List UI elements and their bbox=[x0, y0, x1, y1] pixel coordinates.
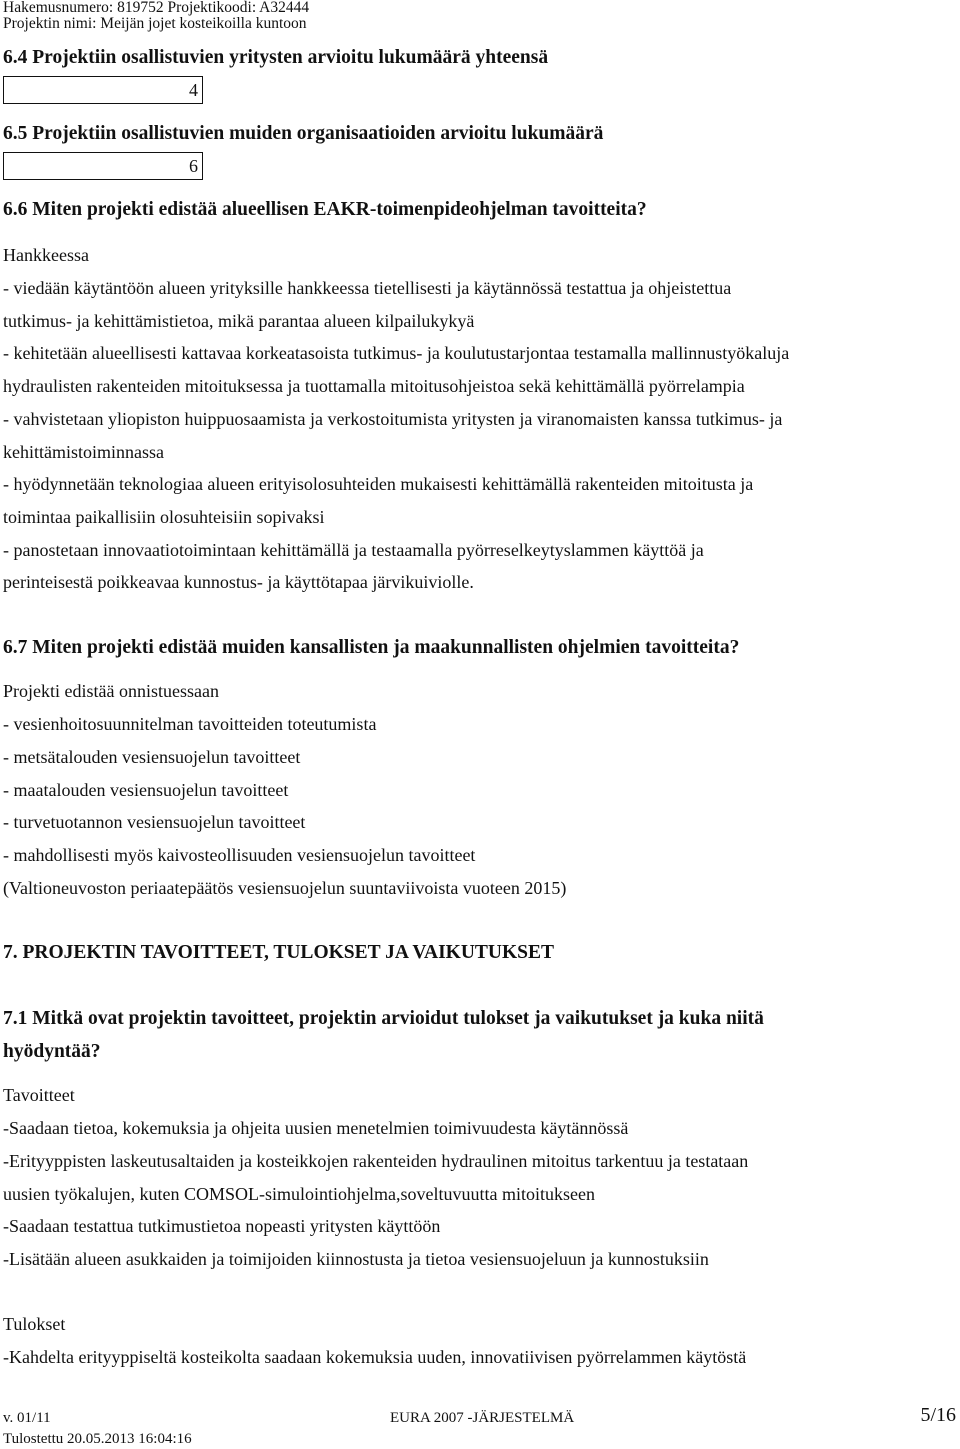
section-6-6-heading: 6.6 Miten projekti edistää alueellisen EAKR-toimenpideohjelman tavoitteita? bbox=[3, 199, 647, 220]
companies-count-field bbox=[3, 76, 203, 104]
s66-line: kehittämistoiminnassa bbox=[3, 442, 164, 462]
section-7-1-heading-cont: hyödyntää? bbox=[3, 1041, 101, 1062]
s67-line: - maatalouden vesiensuojelun tavoitteet bbox=[3, 780, 289, 800]
s67-line: (Valtioneuvoston periaatepäätös vesiensuojelun suuntaviivoista vuoteen 2015) bbox=[3, 878, 567, 898]
companies-count-value: 4 bbox=[189, 80, 198, 100]
s66-line: - vahvistetaan yliopiston huippuosaamista ja verkostoitumista yritysten ja viranomaisten kanssa tutkimus- ja bbox=[3, 409, 783, 429]
s66-line: perinteisestä poikkeavaa kunnostus- ja käyttötapaa järvikuiviolle. bbox=[3, 572, 474, 592]
section-7-1-heading: 7.1 Mitkä ovat projektin tavoitteet, projektin arvioidut tulokset ja vaikutukset ja kuka niitä bbox=[3, 1008, 764, 1029]
s66-line: - panostetaan innovaatiotoimintaan kehittämällä ja testaamalla pyörreselkeytyslammen käyttöä ja bbox=[3, 540, 704, 560]
s71-line: Tavoitteet bbox=[3, 1085, 75, 1105]
s66-line: - viedään käytäntöön alueen yrityksille hankkeessa tietellisesti ja käytännössä testattua ja ohjeistettua bbox=[3, 278, 732, 298]
footer-system: EURA 2007 -JÄRJESTELMÄ bbox=[390, 1410, 575, 1426]
header-project-name: Projektin nimi: Meijän jojet kosteikoilla kuntoon bbox=[3, 15, 307, 32]
s71-line: -Saadaan testattua tutkimustietoa nopeasti yritysten käyttöön bbox=[3, 1216, 441, 1236]
s66-line: toimintaa paikallisiin olosuhteisiin sopivaksi bbox=[3, 507, 325, 527]
s67-line: - metsätalouden vesiensuojelun tavoitteet bbox=[3, 747, 301, 767]
s67-line: - mahdollisesti myös kaivosteollisuuden vesiensuojelun tavoitteet bbox=[3, 845, 476, 865]
header-application-number: Hakemusnumero: 819752 Projektikoodi: A32444 bbox=[3, 0, 310, 16]
s71-line: -Lisätään alueen asukkaiden ja toimijoiden kiinnostusta ja tietoa vesiensuojeluun ja kunnostuksiin bbox=[3, 1249, 709, 1269]
footer-page-number: 5/16 bbox=[920, 1404, 956, 1426]
s66-line: hydraulisten rakenteiden mitoituksessa ja tuottamalla mitoitusohjeistoa sekä kehittämällä pyörrelampia bbox=[3, 376, 745, 396]
s66-line: - hyödynnetään teknologiaa alueen erityisolosuhteiden mukaisesti kehittämällä rakenteiden mitoitusta ja bbox=[3, 474, 754, 494]
organisations-count-field bbox=[3, 152, 203, 180]
section-6-5-heading: 6.5 Projektiin osallistuvien muiden organisaatioiden arvioitu lukumäärä bbox=[3, 123, 604, 144]
footer-printed-timestamp: Tulostettu 20.05.2013 16:04:16 bbox=[3, 1431, 192, 1447]
organisations-count-value: 6 bbox=[189, 156, 198, 176]
tulokset-line: -Kahdelta erityyppiseltä kosteikolta saadaan kokemuksia uuden, innovatiivisen pyörrelammen käytöstä bbox=[3, 1347, 747, 1367]
s67-line: - turvetuotannon vesiensuojelun tavoitteet bbox=[3, 812, 306, 832]
section-7-heading: 7. PROJEKTIN TAVOITTEET, TULOKSET JA VAIKUTUKSET bbox=[3, 942, 555, 963]
tulokset-label: Tulokset bbox=[3, 1314, 66, 1334]
s67-line: Projekti edistää onnistuessaan bbox=[3, 681, 219, 701]
s71-line: -Saadaan tietoa, kokemuksia ja ohjeita uusien menetelmien toimivuudesta käytännössä bbox=[3, 1118, 629, 1138]
section-6-4-heading: 6.4 Projektiin osallistuvien yritysten arvioitu lukumäärä yhteensä bbox=[3, 47, 549, 68]
s71-line: uusien työkalujen, kuten COMSOL-simulointiohjelma,soveltuvuutta mitoitukseen bbox=[3, 1184, 595, 1204]
section-6-7-heading: 6.7 Miten projekti edistää muiden kansallisten ja maakunnallisten ohjelmien tavoitteita? bbox=[3, 637, 740, 658]
s66-line: Hankkeessa bbox=[3, 245, 89, 265]
s67-line: - vesienhoitosuunnitelman tavoitteiden toteutumista bbox=[3, 714, 377, 734]
s66-line: - kehitetään alueellisesti kattavaa korkeatasoista tutkimus- ja koulutustarjontaa testamalla mallinnustyökaluja bbox=[3, 343, 790, 363]
footer-version: v. 01/11 bbox=[3, 1410, 51, 1426]
s71-line: -Erityyppisten laskeutusaltaiden ja kosteikkojen rakenteiden hydraulinen mitoitus tarkentuu ja testataan bbox=[3, 1151, 749, 1171]
s66-line: tutkimus- ja kehittämistietoa, mikä parantaa alueen kilpailukykyä bbox=[3, 311, 475, 331]
